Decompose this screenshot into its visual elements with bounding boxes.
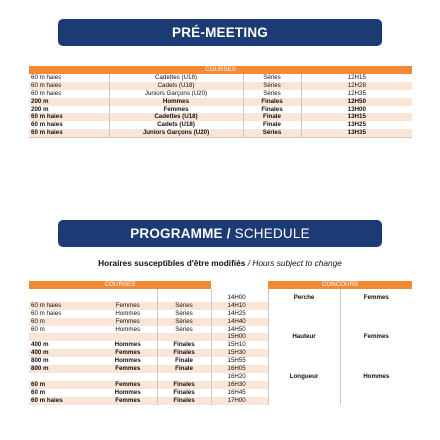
table-row bbox=[29, 381, 412, 389]
table-row bbox=[29, 129, 412, 137]
premeeting-cell-event: 60 m haies bbox=[31, 121, 63, 129]
premeeting-cell-time: 13H00 bbox=[301, 106, 412, 114]
programme-cell-cevent bbox=[268, 389, 340, 397]
premeeting-header-row bbox=[29, 66, 412, 74]
table-row bbox=[29, 341, 412, 349]
programme-cell-gender: Femmes bbox=[99, 302, 157, 310]
premeeting-cell-category: Juniors Garçons (U20) bbox=[109, 90, 243, 98]
programme-cell-course bbox=[29, 373, 99, 381]
table-row bbox=[29, 397, 412, 405]
programme-cell-time: 16H05 bbox=[211, 365, 268, 373]
premeeting-cell-phase: Finale bbox=[243, 113, 301, 121]
programme-cell-cevent bbox=[268, 365, 340, 373]
programme-cell-cevent: Longueur bbox=[268, 373, 340, 381]
programme-cell-phase bbox=[157, 294, 211, 302]
premeeting-cell-phase: Finales bbox=[243, 98, 301, 106]
programme-cell-time: 15H10 bbox=[211, 341, 268, 349]
programme-cell-gender: Hommes bbox=[99, 326, 157, 334]
premeeting-banner bbox=[58, 19, 382, 46]
programme-cell-cgender: Hommes bbox=[363, 372, 390, 380]
programme-cell-cgender bbox=[340, 349, 412, 357]
premeeting-cell-event: 60 m haies bbox=[29, 113, 109, 121]
programme-cell-course: 400 m bbox=[31, 341, 49, 349]
programme-cell-course: 400 m bbox=[29, 349, 99, 357]
programme-cell-phase: Séries bbox=[157, 326, 211, 334]
premeeting-cell-time: 13H15 bbox=[301, 113, 412, 121]
programme-cell-course bbox=[29, 333, 99, 341]
programme-cell-time: 16H45 bbox=[211, 389, 268, 397]
programme-cell-gender: Femmes bbox=[99, 349, 157, 357]
premeeting-cell-phase: Finale bbox=[243, 121, 301, 129]
table-row bbox=[29, 389, 412, 397]
programme-cell-cevent bbox=[268, 349, 340, 357]
table-row bbox=[29, 294, 412, 302]
programme-cell-gender: Femmes bbox=[99, 397, 157, 405]
premeeting-cell-category: Juniors Garçons (U20) bbox=[109, 129, 243, 137]
table-row bbox=[29, 82, 412, 90]
programme-cell-course: 60 m bbox=[31, 325, 45, 333]
premeeting-cell-event: 200 m bbox=[31, 105, 49, 113]
programme-cell-time: 15H55 bbox=[211, 357, 268, 365]
programme-cell-gender bbox=[99, 333, 157, 341]
premeeting-title: PRÉ-MEETING bbox=[172, 25, 268, 40]
premeeting-table bbox=[29, 66, 412, 138]
premeeting-cell-phase: Séries bbox=[243, 90, 301, 98]
table-row bbox=[29, 349, 412, 357]
programme-cell-phase bbox=[157, 373, 211, 381]
premeeting-cell-category: Femmes bbox=[109, 106, 243, 114]
programme-cell-time: 17H00 bbox=[211, 397, 268, 405]
programme-cell-course: 60 m bbox=[31, 388, 46, 396]
programme-banner bbox=[58, 220, 382, 247]
programme-cell-cevent bbox=[268, 357, 340, 365]
programme-courses-header: COURSES bbox=[29, 281, 211, 289]
programme-cell-phase: Finales bbox=[157, 397, 211, 405]
programme-cell-cevent: Hauteur bbox=[268, 333, 340, 341]
table-row bbox=[29, 310, 412, 318]
programme-cell-time: 14H40 bbox=[211, 318, 268, 326]
programme-cell-cevent bbox=[268, 326, 340, 334]
programme-cell-cevent bbox=[268, 341, 340, 349]
programme-cell-gender bbox=[99, 373, 157, 381]
programme-cell-cgender bbox=[340, 341, 412, 349]
programme-cell-gender: Hommes bbox=[99, 357, 157, 365]
programme-cell-phase: Finales bbox=[157, 341, 211, 349]
programme-cell-time: 15H00 bbox=[211, 333, 268, 341]
table-row bbox=[29, 365, 412, 373]
premeeting-cell-time: 12H35 bbox=[301, 90, 412, 98]
programme-cell-course: 800 m bbox=[29, 365, 99, 373]
premeeting-cell-category: Hommes bbox=[109, 98, 243, 106]
premeeting-cell-category: Cadets (U18) bbox=[109, 121, 243, 129]
programme-cell-phase bbox=[157, 333, 211, 341]
table-row bbox=[29, 373, 412, 381]
table-row bbox=[29, 106, 412, 114]
programme-cell-gender: Hommes bbox=[99, 389, 157, 397]
programme-header-row bbox=[29, 281, 412, 289]
premeeting-cell-phase: Finales bbox=[243, 106, 301, 114]
premeeting-cell-event: 60 m haies bbox=[29, 129, 109, 137]
programme-cell-phase: Finales bbox=[157, 349, 211, 357]
programme-cell-gender: Hommes bbox=[99, 341, 157, 349]
premeeting-cell-event: 60 m haies bbox=[31, 73, 62, 81]
table-row bbox=[29, 326, 412, 334]
programme-cell-cgender: Femmes bbox=[363, 333, 389, 341]
table-row bbox=[29, 357, 412, 365]
programme-cell-phase: Finales bbox=[157, 381, 211, 389]
programme-cell-gender: Femmes bbox=[99, 318, 157, 326]
premeeting-cell-phase: Séries bbox=[243, 129, 301, 137]
programme-cell-phase: Séries bbox=[157, 302, 211, 310]
programme-cell-cgender: Femmes bbox=[363, 293, 389, 301]
premeeting-rows bbox=[29, 74, 412, 138]
schedule-disclaimer bbox=[0, 258, 440, 268]
programme-rows bbox=[29, 294, 412, 405]
programme-cell-cevent bbox=[268, 302, 340, 310]
programme-cell-cgender bbox=[340, 365, 412, 373]
premeeting-cell-phase: Séries bbox=[243, 82, 301, 90]
disclaimer-french: Horaires susceptibles d'être modifiés bbox=[98, 258, 246, 268]
programme-cell-gender: Femmes bbox=[99, 365, 157, 373]
programme-cell-cevent bbox=[268, 318, 340, 326]
premeeting-cell-category: Cadets (U18) bbox=[109, 82, 243, 90]
programme-cell-gender bbox=[99, 294, 157, 302]
programme-cell-course: 60 m bbox=[29, 381, 99, 389]
premeeting-cell-category: Cadettes (U18) bbox=[109, 74, 243, 82]
premeeting-cell-time: 12H50 bbox=[301, 98, 412, 106]
programme-cell-gender: Femmes bbox=[99, 381, 157, 389]
programme-cell-cevent bbox=[268, 381, 340, 389]
programme-title-english: SCHEDULE bbox=[234, 226, 310, 241]
programme-cell-course: 60 m haies bbox=[29, 302, 99, 310]
programme-cell-time: 14H00 bbox=[211, 294, 268, 302]
programme-cell-time: 14H50 bbox=[211, 326, 268, 334]
premeeting-cell-time: 13H25 bbox=[301, 121, 412, 129]
programme-cell-time: 14H25 bbox=[211, 310, 268, 318]
table-row bbox=[29, 74, 412, 82]
programme-table bbox=[29, 281, 412, 405]
programme-cell-phase: Finale bbox=[157, 365, 211, 373]
table-row bbox=[29, 121, 412, 129]
premeeting-cell-phase: Séries bbox=[243, 74, 301, 82]
programme-cell-course: 800 m bbox=[31, 357, 49, 365]
premeeting-cell-event: 60 m haies bbox=[31, 89, 62, 97]
programme-cell-cgender bbox=[340, 310, 412, 318]
programme-cell-cgender bbox=[340, 381, 412, 389]
table-row bbox=[29, 90, 412, 98]
table-row bbox=[29, 302, 412, 310]
premeeting-cell-time: 12H15 bbox=[301, 74, 412, 82]
programme-cell-course: 60 m haies bbox=[31, 309, 62, 317]
programme-cell-course: 60 m bbox=[29, 318, 99, 326]
table-row bbox=[29, 113, 412, 121]
programme-concours-header: CONCOURS bbox=[268, 281, 412, 289]
premeeting-courses-header: COURSES bbox=[29, 66, 412, 74]
programme-cell-phase: Séries bbox=[157, 318, 211, 326]
programme-cell-cgender bbox=[340, 326, 412, 334]
programme-cell-time: 16H20 bbox=[211, 373, 268, 381]
programme-cell-phase: Séries bbox=[157, 310, 211, 318]
premeeting-cell-category: Cadettes (U18) bbox=[109, 113, 243, 121]
programme-cell-cgender bbox=[340, 302, 412, 310]
programme-cell-cgender bbox=[340, 397, 412, 405]
programme-cell-phase: Finale bbox=[157, 357, 211, 365]
programme-cell-course bbox=[29, 294, 99, 302]
programme-cell-cgender bbox=[340, 389, 412, 397]
programme-cell-cevent bbox=[268, 397, 340, 405]
premeeting-cell-event: 60 m haies bbox=[29, 82, 109, 90]
programme-cell-cgender bbox=[340, 357, 412, 365]
programme-cell-cevent bbox=[268, 310, 340, 318]
programme-cell-time: 14H10 bbox=[211, 302, 268, 310]
programme-cell-gender: Hommes bbox=[99, 310, 157, 318]
premeeting-cell-event: 200 m bbox=[29, 98, 109, 106]
table-row bbox=[29, 98, 412, 106]
programme-cell-time: 15H30 bbox=[211, 349, 268, 357]
premeeting-cell-time: 13H35 bbox=[301, 129, 412, 137]
premeeting-cell-time: 12H28 bbox=[301, 82, 412, 90]
programme-cell-time: 16H30 bbox=[211, 381, 268, 389]
disclaimer-english: / Hours subject to change bbox=[247, 258, 342, 268]
programme-cell-cgender bbox=[340, 318, 412, 326]
programme-title: PROGRAMME / bbox=[130, 226, 231, 241]
programme-cell-course: 60 m haies bbox=[29, 397, 99, 405]
programme-cell-cevent: Perche bbox=[268, 294, 340, 302]
table-row bbox=[29, 318, 412, 326]
table-row bbox=[29, 333, 412, 341]
programme-cell-phase: Finales bbox=[157, 389, 211, 397]
